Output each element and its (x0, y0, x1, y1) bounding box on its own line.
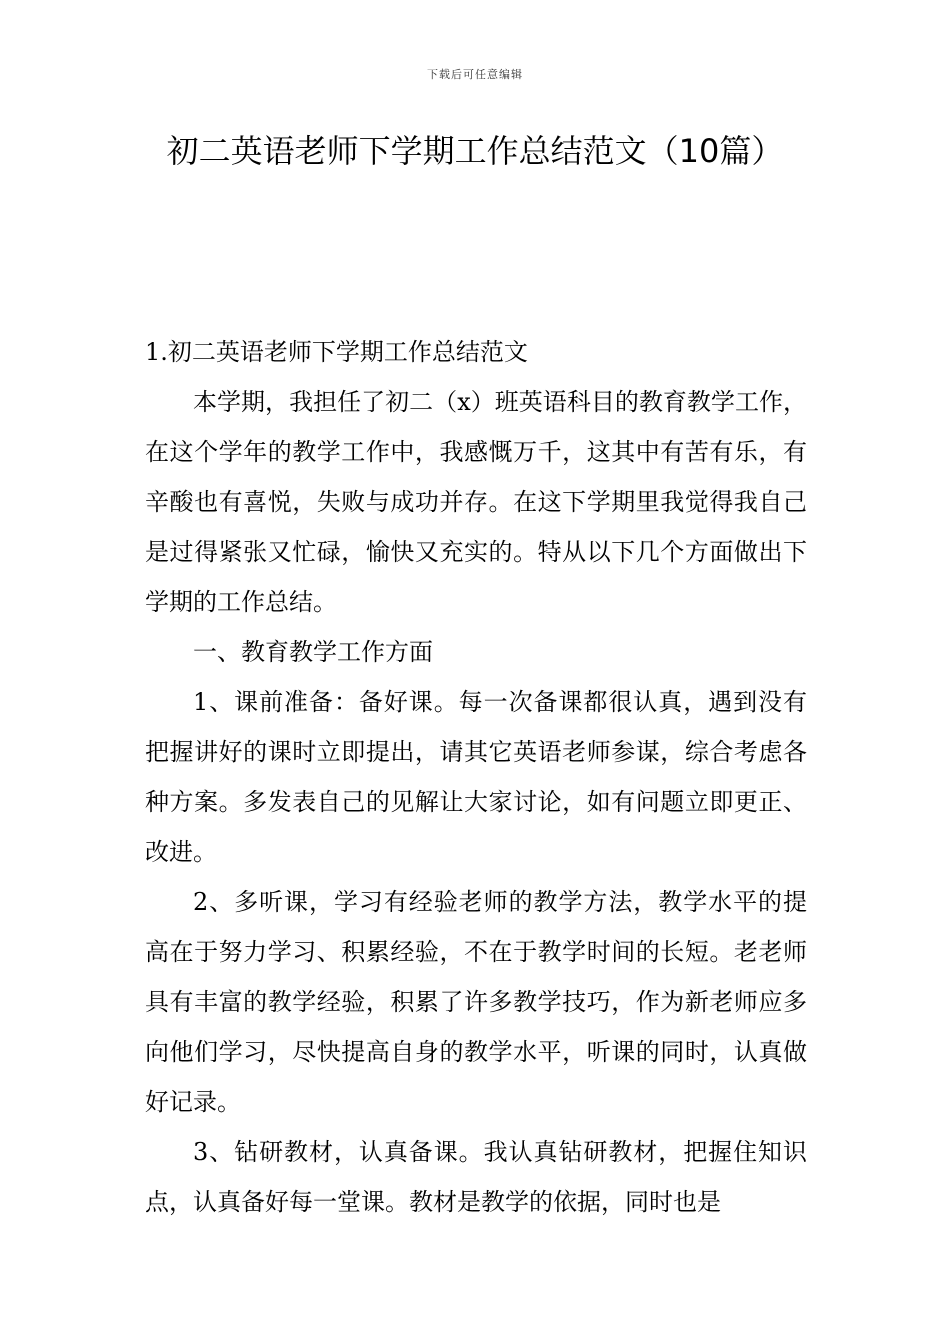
paragraph-intro: 本学期，我担任了初二（x）班英语科目的教育教学工作，在这个学年的教学工作中，我感慨万千，这其中有苦有乐，有辛酸也有喜悦，失败与成功并存。在这下学期里我觉得我自己是过得紧张又忙碌，愉快又充实的。特从以下几个方面做出下学期的工作总结。 (145, 388, 807, 616)
paragraph-item-3: 3、钻研教材，认真备课。我认真钻研教材，把握住知识点，认真备好每一堂课。教材是教学的依据，同时也是 (145, 1138, 807, 1216)
document-title: 初二英语老师下学期工作总结范文（10篇） (166, 132, 784, 170)
subheading-teaching-work: 一、教育教学工作方面 (193, 638, 433, 666)
paragraph-item-1: 1、课前准备：备好课。每一次备课都很认真，遇到没有把握讲好的课时立即提出，请其它英语老师参谋，综合考虑各种方案。多发表自己的见解让大家讨论，如有问题立即更正、改进。 (145, 688, 807, 866)
section-heading: 1.初二英语老师下学期工作总结范文 (145, 338, 528, 366)
paragraph-item-2: 2、多听课，学习有经验老师的教学方法，教学水平的提高在于努力学习、积累经验，不在于教学时间的长短。老老师具有丰富的教学经验，积累了许多教学技巧，作为新老师应多向他们学习，尽快提高自身的教学水平，听课的同时，认真做好记录。 (145, 888, 807, 1116)
document-body (145, 327, 807, 1227)
header-note: 下载后可任意编辑 (427, 68, 523, 81)
